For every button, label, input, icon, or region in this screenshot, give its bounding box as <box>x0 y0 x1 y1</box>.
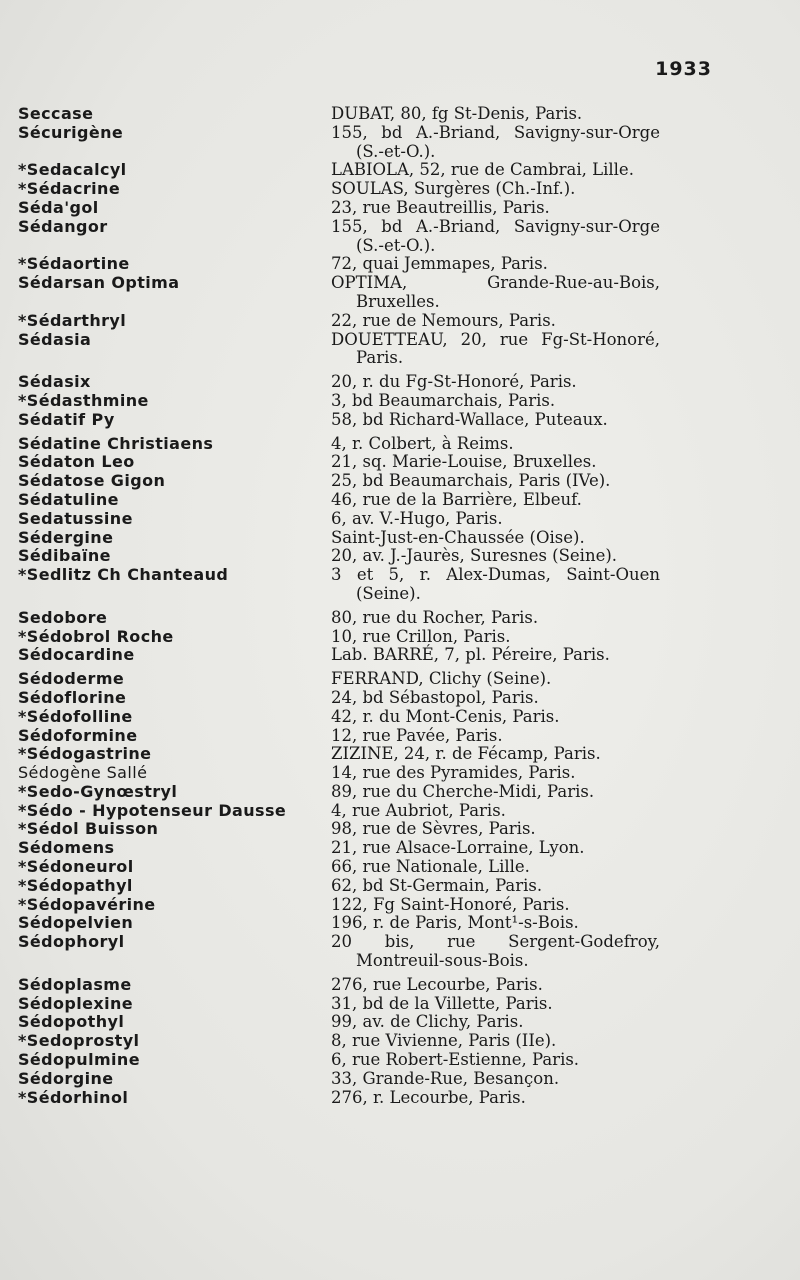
entry-address: 20 bis, rue Sergent-Godefroy, Montreuil-sous-Bois. <box>331 932 660 971</box>
entry-name: Sédatose Gigon <box>18 471 166 491</box>
entry-address: 98, rue de Sèvres, Paris. <box>331 819 536 839</box>
entry-address: 58, bd Richard-Wallace, Puteaux. <box>331 409 608 429</box>
entry-name: *Sédarthryl <box>18 310 127 330</box>
entry-address: 276, rue Lecourbe, Paris. <box>331 974 543 994</box>
entry-name: Sédoplexine <box>18 993 134 1013</box>
list-item <box>0 1051 800 1070</box>
entry-name: Sédogène Sallé <box>18 763 148 783</box>
entry-name: *Sédopathyl <box>18 875 133 895</box>
list-item <box>0 105 800 124</box>
entry-name: Sédomens <box>18 838 115 858</box>
entry-name: Sedobore <box>18 607 108 627</box>
entry-name: *Sédacrine <box>18 179 121 199</box>
list-item <box>0 199 800 218</box>
entry-name: *Sedacalcyl <box>18 160 127 180</box>
list-item <box>0 529 800 548</box>
entry-address: SOULAS, Surgères (Ch.-Inf.). <box>331 179 576 199</box>
entry-name: *Sédobrol Roche <box>18 626 174 646</box>
entry-address: Lab. BARRÉ, 7, pl. Péreire, Paris. <box>331 645 610 665</box>
entry-address: 24, bd Sébastopol, Paris. <box>331 687 539 707</box>
list-item <box>0 331 800 369</box>
list-item <box>0 1070 800 1089</box>
list-item <box>0 858 800 877</box>
list-item <box>0 609 800 628</box>
entry-address: 20, r. du Fg-St-Honoré, Paris. <box>331 372 577 392</box>
list-item <box>0 472 800 491</box>
entry-list <box>0 105 800 1107</box>
entry-name: Sédoplasme <box>18 974 132 994</box>
list-item <box>0 783 800 802</box>
entry-address: DUBAT, 80, fg St-Denis, Paris. <box>331 104 583 123</box>
entry-name: Sédopothyl <box>18 1012 125 1032</box>
entry-address: 12, rue Pavée, Paris. <box>331 725 503 745</box>
entry-name: *Sédo - Hypotenseur Dausse <box>18 800 287 820</box>
page-number: 1933 <box>655 58 712 80</box>
entry-address: 4, r. Colbert, à Reims. <box>331 433 514 453</box>
entry-name: Sédergine <box>18 527 114 547</box>
entry-name: *Sédol Buisson <box>18 819 159 839</box>
entry-address: 6, rue Robert-Estienne, Paris. <box>331 1050 580 1070</box>
entry-name: Sédasix <box>18 372 91 392</box>
list-item <box>0 995 800 1014</box>
list-item <box>0 161 800 180</box>
entry-address: 3 et 5, r. Alex-Dumas, Saint-Ouen (Seine). <box>331 565 660 603</box>
list-item <box>0 727 800 746</box>
list-item <box>0 274 800 312</box>
entry-address: 89, rue du Cherche-Midi, Paris. <box>331 781 595 801</box>
entry-address: Saint-Just-en-Chaussée (Oise). <box>331 527 585 547</box>
entry-address: DOUETTEAU, 20, rue Fg-St-Honoré, Paris. <box>331 329 660 368</box>
list-item <box>0 1089 800 1108</box>
list-item <box>0 689 800 708</box>
entry-address: 23, rue Beautreillis, Paris. <box>331 197 550 217</box>
list-item <box>0 510 800 529</box>
entry-name: Sédorgine <box>18 1068 114 1088</box>
entry-address: 20, av. J.-Jaurès, Suresnes (Seine). <box>331 546 618 566</box>
entry-name: Sédatuline <box>18 489 119 509</box>
entry-address: 10, rue Crillon, Paris. <box>331 626 511 646</box>
entry-address: 3, bd Beaumarchais, Paris. <box>331 390 556 410</box>
entry-address: 22, rue de Nemours, Paris. <box>331 310 556 330</box>
list-item <box>0 218 800 256</box>
entry-address: ZIZINE, 24, r. de Fécamp, Paris. <box>331 744 601 764</box>
entry-address: 155, bd A.-Briand, Savigny-sur-Orge (S.-et-O.). <box>331 122 660 161</box>
entry-name: *Sedlitz Ch Chanteaud <box>18 565 229 585</box>
entry-address: 276, r. Lecourbe, Paris. <box>331 1087 526 1107</box>
list-item <box>0 933 800 971</box>
entry-address: 6, av. V.-Hugo, Paris. <box>331 508 503 528</box>
entry-name: *Sédoneurol <box>18 857 134 877</box>
entry-name: *Sédopavérine <box>18 894 156 914</box>
entry-name: *Sédofolline <box>18 706 133 726</box>
entry-address: 8, rue Vivienne, Paris (IIe). <box>331 1031 557 1051</box>
entry-name: Sédoflorine <box>18 687 127 707</box>
entry-name: Sédasia <box>18 329 92 349</box>
entry-name: *Sédogastrine <box>18 744 152 764</box>
entry-name: Sédaton Leo <box>18 452 135 472</box>
entry-address: LABIOLA, 52, rue de Cambrai, Lille. <box>331 160 634 180</box>
list-item <box>0 255 800 274</box>
list-item <box>0 547 800 566</box>
list-item <box>0 411 800 430</box>
list-item <box>0 896 800 915</box>
list-item <box>0 670 800 689</box>
entry-name: Sédatine Christiaens <box>18 433 214 453</box>
list-item <box>0 491 800 510</box>
list-item <box>0 802 800 821</box>
entry-address: 21, rue Alsace-Lorraine, Lyon. <box>331 838 585 858</box>
entry-address: 62, bd St-Germain, Paris. <box>331 875 543 895</box>
entry-address: 25, bd Beaumarchais, Paris (IVe). <box>331 471 611 491</box>
entry-address: 80, rue du Rocher, Paris. <box>331 607 539 627</box>
list-item <box>0 566 800 604</box>
entry-address: 33, Grande-Rue, Besançon. <box>331 1068 560 1088</box>
list-item <box>0 180 800 199</box>
list-item <box>0 646 800 665</box>
list-item <box>0 1013 800 1032</box>
list-item <box>0 708 800 727</box>
list-item <box>0 745 800 764</box>
entry-name: Sédangor <box>18 216 108 236</box>
entry-name: Séda'gol <box>18 197 99 217</box>
entry-name: Sédoderme <box>18 669 125 689</box>
entry-name: Sédocardine <box>18 645 135 665</box>
list-item <box>0 764 800 783</box>
list-item <box>0 124 800 162</box>
entry-name: Sédarsan Optima <box>18 273 180 293</box>
entry-name: Sédatif Py <box>18 409 115 429</box>
entry-name: Sédoformine <box>18 725 138 745</box>
entry-name: Sedatussine <box>18 508 133 528</box>
list-item <box>0 1032 800 1051</box>
entry-name: Sédopelvien <box>18 913 134 933</box>
entry-name: *Sedo-Gynœstryl <box>18 781 178 801</box>
list-item <box>0 914 800 933</box>
entry-name: *Sedoprostyl <box>18 1031 140 1051</box>
list-item <box>0 373 800 392</box>
entry-address: 46, rue de la Barrière, Elbeuf. <box>331 489 582 509</box>
list-item <box>0 628 800 647</box>
entry-address: 31, bd de la Villette, Paris. <box>331 993 553 1013</box>
entry-name: Sédophoryl <box>18 932 125 952</box>
list-item <box>0 312 800 331</box>
entry-name: *Sédaortine <box>18 254 130 274</box>
entry-address: 21, sq. Marie-Louise, Bruxelles. <box>331 452 597 472</box>
entry-address: 14, rue des Pyramides, Paris. <box>331 763 576 783</box>
entry-address: 122, Fg Saint-Honoré, Paris. <box>331 894 570 914</box>
entry-name: Seccase <box>18 104 94 123</box>
entry-address: 42, r. du Mont-Cenis, Paris. <box>331 706 560 726</box>
entry-name: Sédibaïne <box>18 546 111 566</box>
entry-address: 72, quai Jemmapes, Paris. <box>331 254 548 274</box>
list-item <box>0 435 800 454</box>
list-item <box>0 392 800 411</box>
entry-name: *Sédorhinol <box>18 1087 129 1107</box>
entry-address: 155, bd A.-Briand, Savigny-sur-Orge (S.-et-O.). <box>331 216 660 255</box>
entry-address: OPTIMA, Grande-Rue-au-Bois, Bruxelles. <box>331 273 660 311</box>
list-item <box>0 839 800 858</box>
list-item <box>0 877 800 896</box>
entry-address: 4, rue Aubriot, Paris. <box>331 800 506 820</box>
entry-address: 196, r. de Paris, Mont¹-s-Bois. <box>331 913 579 933</box>
entry-name: *Sédasthmine <box>18 390 149 410</box>
entry-address: FERRAND, Clichy (Seine). <box>331 669 552 689</box>
entry-address: 66, rue Nationale, Lille. <box>331 857 530 877</box>
list-item <box>0 820 800 839</box>
entry-name: Sédopulmine <box>18 1050 140 1070</box>
entry-address: 99, av. de Clichy, Paris. <box>331 1012 524 1032</box>
list-item <box>0 976 800 995</box>
entry-name: Sécurigène <box>18 122 124 142</box>
list-item <box>0 453 800 472</box>
